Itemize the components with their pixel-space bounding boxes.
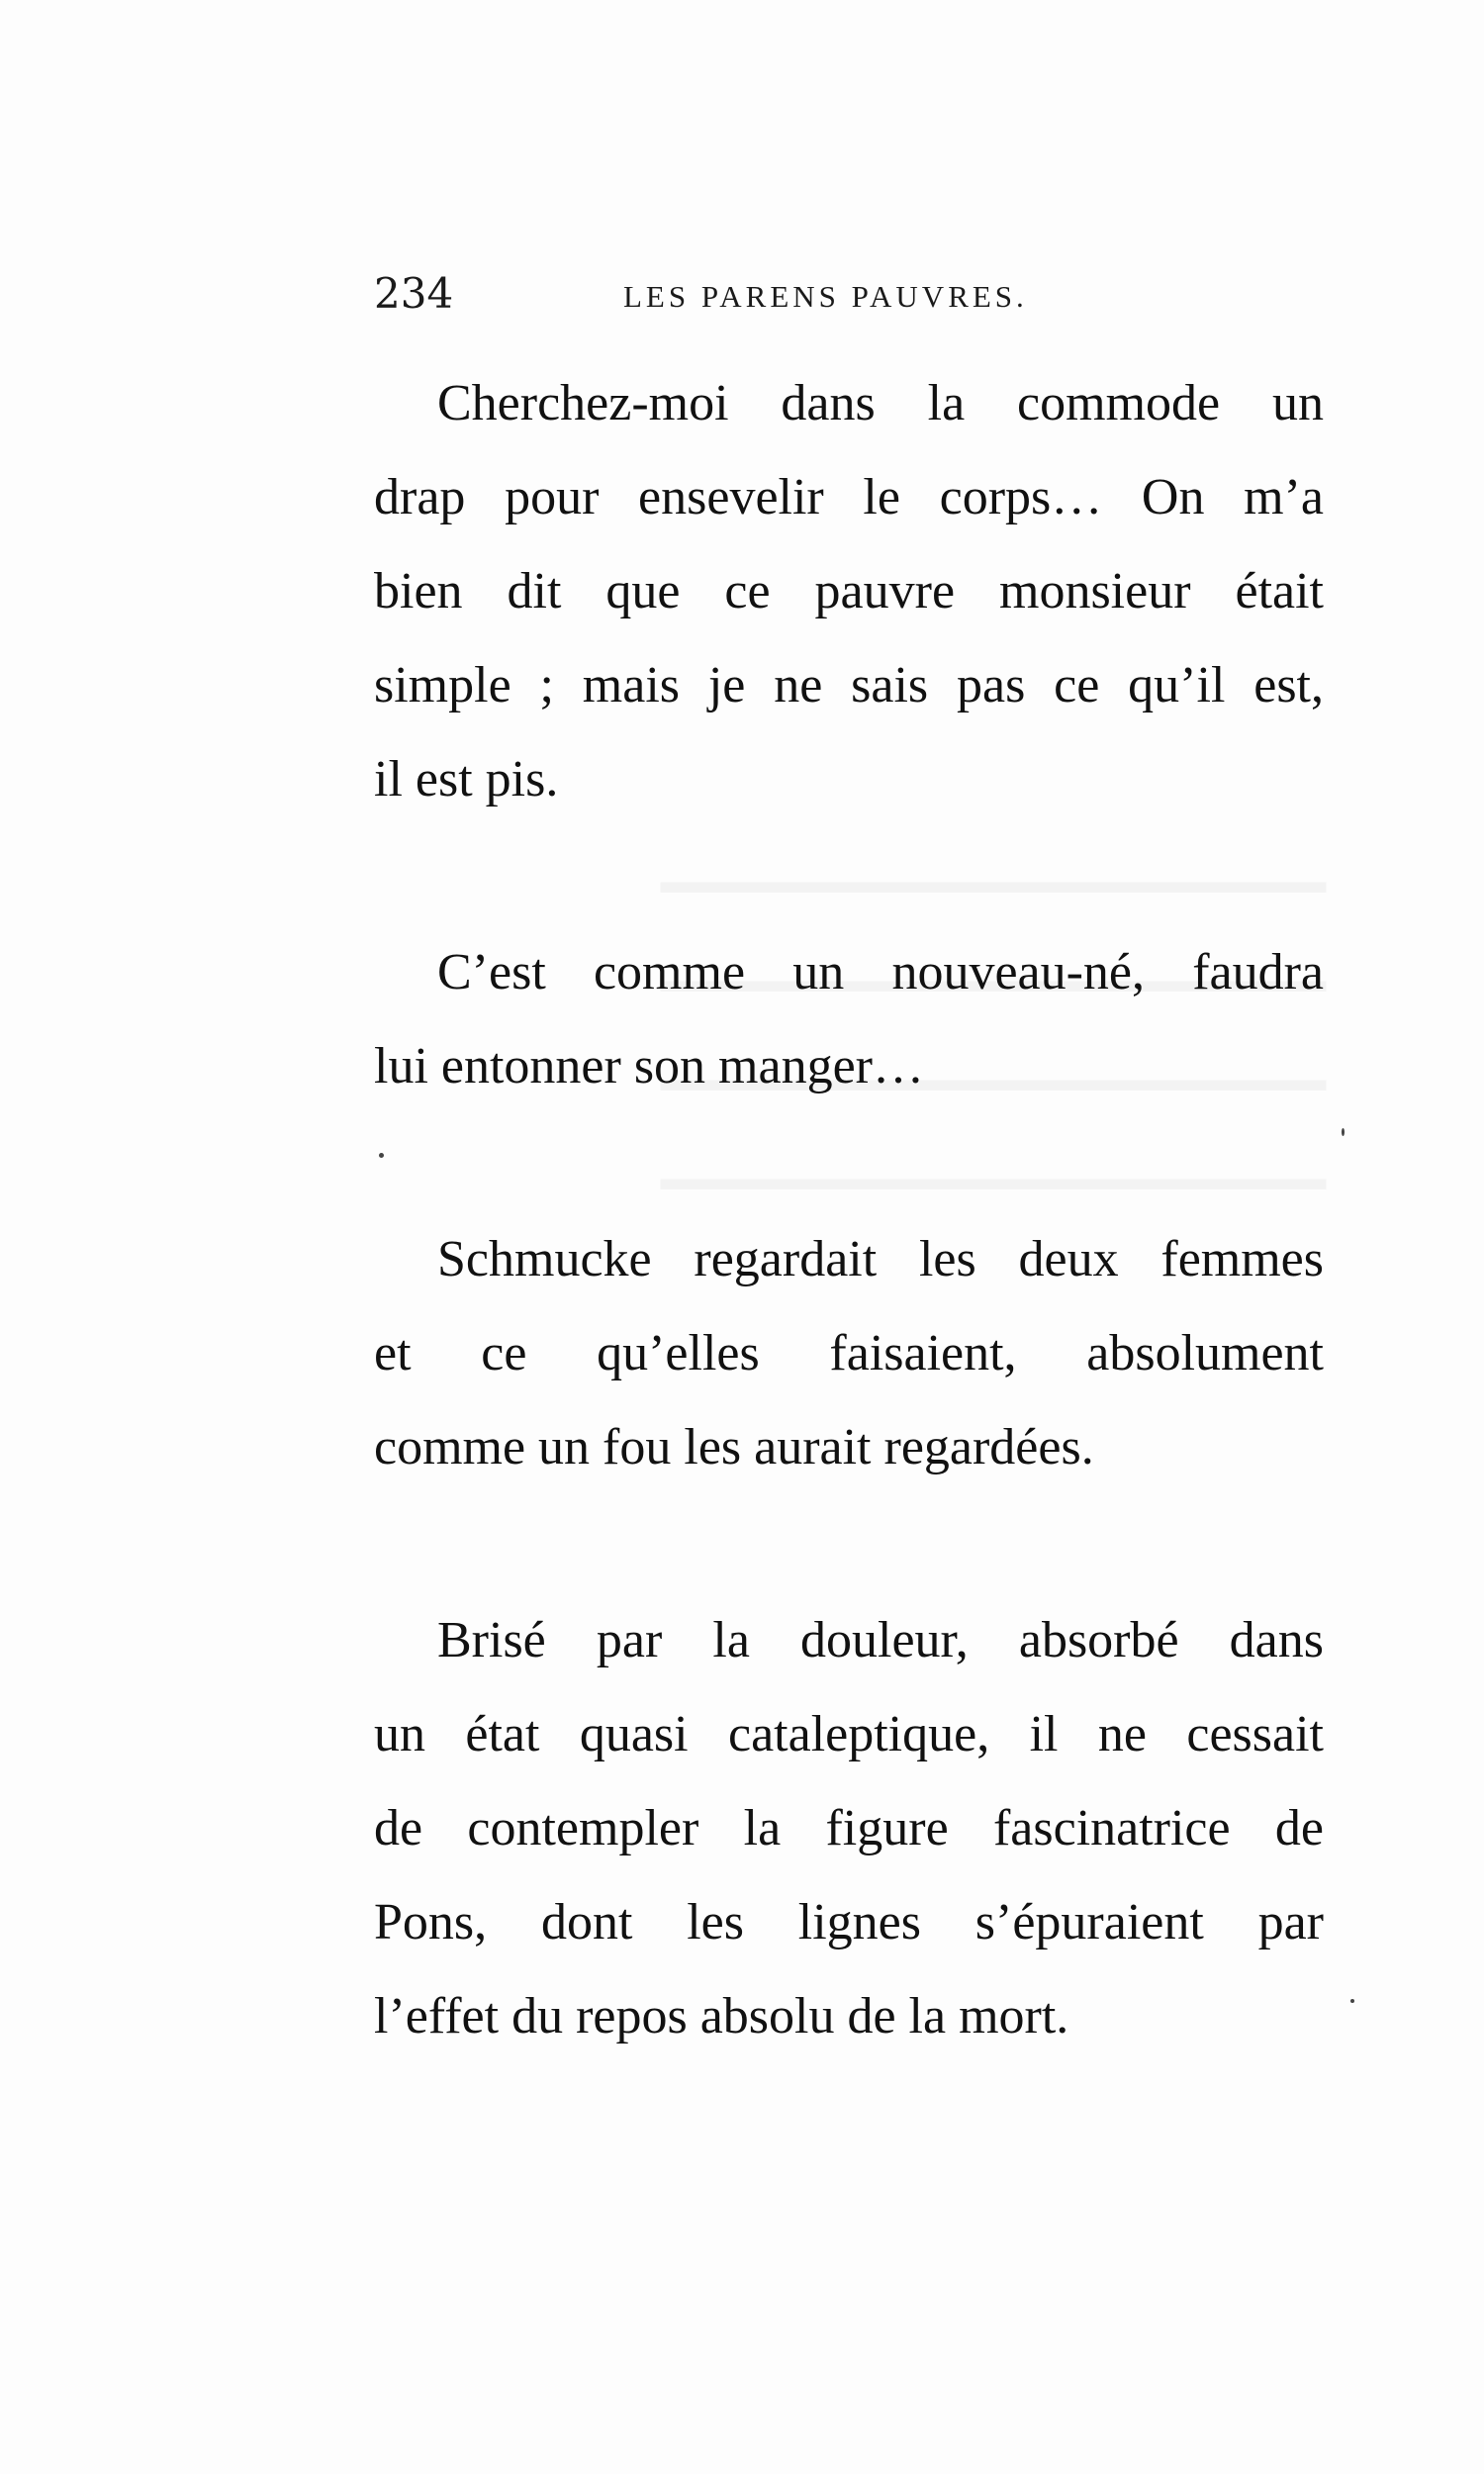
ink-speck xyxy=(1342,1128,1345,1136)
text-line: Brisé par la douleur, absorbé dans xyxy=(437,1612,1324,1668)
page-number: 234 xyxy=(374,269,454,318)
running-head xyxy=(374,269,1086,329)
text-line: drap pour ensevelir le corps… On m’a xyxy=(374,469,1324,525)
running-title: LES PARENS PAUVRES. xyxy=(623,279,1028,314)
text-line: bien dit que ce pauvre monsieur était xyxy=(374,563,1324,619)
text-line: un état quasi cataleptique, il ne cessait xyxy=(374,1706,1324,1762)
paragraph xyxy=(374,1593,1324,2063)
text-line: lui entonner son manger… xyxy=(374,1038,924,1094)
text-line: comme un fou les aurait regardées. xyxy=(374,1419,1094,1475)
ink-speck xyxy=(379,1153,384,1158)
text-line: l’effet du repos absolu de la mort. xyxy=(374,1988,1069,2045)
paragraph xyxy=(374,356,1324,826)
text-line: simple ; mais je ne sais pas ce qu’il est, xyxy=(374,657,1324,714)
body-text xyxy=(374,356,1324,2063)
ink-speck xyxy=(1350,1999,1354,2003)
text-line: il est pis. xyxy=(374,751,559,808)
text-line: C’est comme un nouveau-né, faudra xyxy=(437,944,1324,1000)
text-line: et ce qu’elles faisaient, absolument xyxy=(374,1325,1324,1381)
text-line: Pons, dont les lignes s’épuraient par xyxy=(374,1894,1324,1951)
text-line: Cherchez-moi dans la commode un xyxy=(437,375,1324,431)
text-line: de contempler la figure fascinatrice de xyxy=(374,1800,1324,1856)
paragraph xyxy=(374,1212,1324,1494)
text-line: Schmucke regardait les deux femmes xyxy=(437,1231,1324,1287)
paragraph xyxy=(374,925,1324,1113)
